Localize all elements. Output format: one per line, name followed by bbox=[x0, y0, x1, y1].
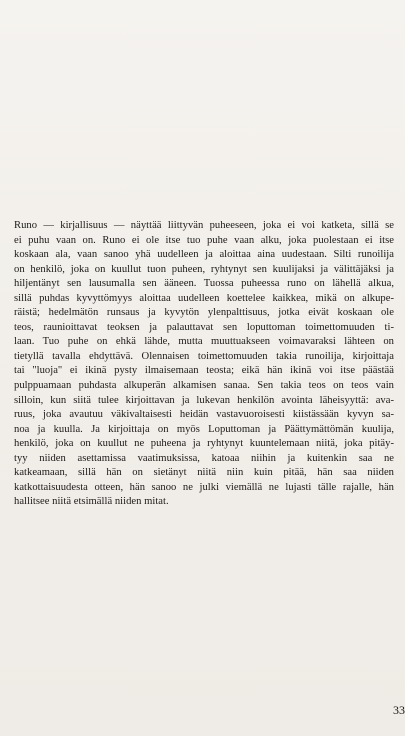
text-line: laan. Tuo puhe on ehkä lähde, mutta muuttuakseen voimavaraksi lähteen on bbox=[14, 336, 394, 348]
text-line: pulppuamaan puhdasta alkuperän alkamisen sanaa. Sen takia teos on teos vain bbox=[14, 380, 394, 392]
text-line: koskaan ala, vaan sanoo yhä uudelleen ja aloittaa aina uudestaan. Silti runoilija bbox=[14, 249, 394, 261]
text-line: räistä; hedelmätön runsaus ja kyvytön ylenpalttisuus, jotka eivät koskaan ole bbox=[14, 307, 394, 319]
text-line: ruus, joka avautuu väkivaltaisesti heidän vastavuoroisesti kiistässään kyvyn sa- bbox=[14, 409, 394, 421]
text-line: teos, raunioittavat teoksen ja palauttavat sen loputtoman toimettomuuden ti- bbox=[14, 321, 394, 333]
text-line: tyy niiden asettamissa vaatimuksissa, katoaa niihin ja kuitenkin saa ne bbox=[14, 452, 394, 464]
text-line: katkottaisuudesta otteen, hän sanoo ne julki viemällä ne lujasti tälle rajalle, hän bbox=[14, 481, 394, 493]
text-line: on henkilö, joka on kuullut tuon puheen, ryhtynyt sen kuulijaksi ja välittäjäksi ja bbox=[14, 263, 394, 275]
text-line: hallitsee niitä etsimällä niiden mitat. bbox=[14, 496, 169, 508]
text-line: tietyllä tavalla ehdyttävä. Olennaisen toimettomuuden takia runoilija, kirjoittaja bbox=[14, 350, 394, 362]
page-number: 33 bbox=[393, 703, 405, 717]
body-paragraph bbox=[14, 219, 394, 510]
text-line: silloin, kun siitä tulee kirjoittavan ja lukevan henkilön avointa läheisyyttä: ava- bbox=[14, 394, 394, 406]
text-line: henkilö, joka on kuullut ne puheena ja ryhtynyt kuuntelemaan niitä, joka pitäy- bbox=[14, 438, 394, 450]
text-line: tai "luoja" ei ikinä pysty ilmaisemaan teosta; eikä hän ikinä voi itse päästää bbox=[14, 365, 394, 377]
text-line: sillä puhdas kyvyttömyys aloittaa uudelleen koettelee kaikkea, mikä on alkupe- bbox=[14, 292, 394, 304]
text-line: hiljentänyt sen lausumalla sen ääneen. Tuossa puheessa runo on lähellä alkua, bbox=[14, 278, 394, 290]
text-line: Runo — kirjallisuus — näyttää liittyvän puheeseen, joka ei voi katketa, sillä se bbox=[14, 220, 394, 231]
text-line: ei puhu vaan on. Runo ei ole itse tuo puhe vaan alku, joka puolestaan ei itse bbox=[14, 234, 394, 246]
text-line: katkeamaan, sillä hän on sietänyt niitä niin kuin pitää, hän saa niiden bbox=[14, 467, 394, 479]
text-line: noa ja kuulla. Ja kirjoittaja on myös Loputtoman ja Päättymättömän kuulija, bbox=[14, 423, 394, 435]
